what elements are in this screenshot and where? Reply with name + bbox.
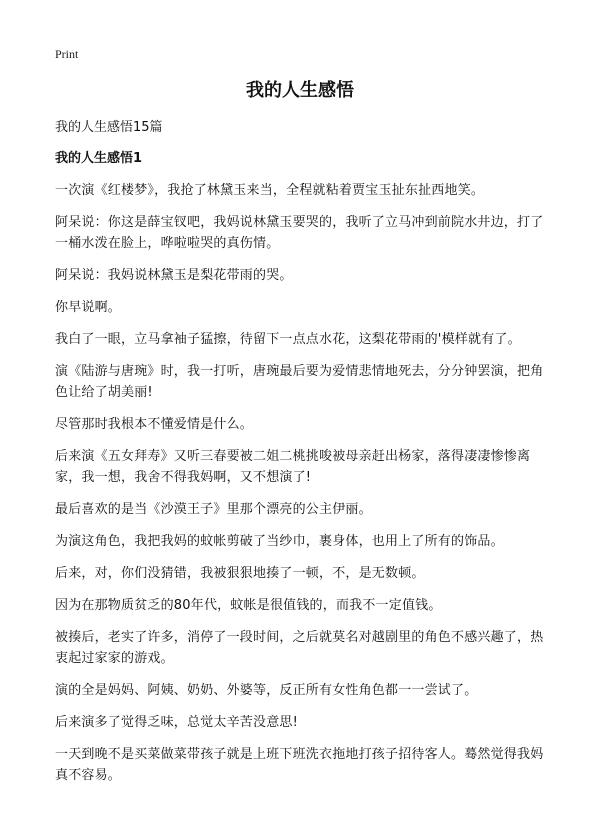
paragraph: 你早说啊。 (55, 300, 122, 315)
paragraph: 后来，对，你们没猜错，我被狠狠地揍了一顿，不，是无数顿。 (55, 566, 425, 581)
paragraph: 尽管那时我根本不懂爱情是什么。 (55, 417, 254, 432)
page-title: 我的人生感悟 (246, 80, 354, 101)
paragraph: 演的全是妈妈、阿姨、奶奶、外婆等，反正所有女性角色都一一尝试了。 (55, 683, 478, 698)
section-heading: 我的人生感悟1 (55, 151, 143, 166)
document-subtitle: 我的人生感悟15篇 (55, 120, 163, 135)
paragraph: 后来演多了觉得乏味，总觉太辛苦没意思! (55, 715, 299, 730)
paragraph: 一天到晚不是买菜做菜带孩子就是上班下班洗衣拖地打孩子招待客人。蓦然觉得我妈真不容易。 (55, 747, 544, 783)
article-body (55, 180, 555, 797)
paragraph: 阿呆说：你这是薛宝钗吧，我妈说林黛玉要哭的，我听了立马冲到前院水井边，打了一桶水泼在脸上，哗啦啦哭的真伤情。 (55, 215, 544, 251)
paragraph: 后来演《五女拜寿》又听三春要被二姐二桃挑唆被母亲赶出杨家，落得凄凄惨惨离家，我一想，我舍不得我妈啊，又不想演了! (55, 449, 531, 485)
paragraph: 我白了一眼，立马拿袖子猛擦，待留下一点点水花，这梨花带雨的'模样就有了。 (55, 332, 521, 347)
paragraph: 演《陆游与唐琬》时，我一打听，唐琬最后要为爱情悲情地死去，分分钟罢演，把角色让给了胡美丽! (55, 364, 544, 400)
print-link[interactable]: Print (55, 47, 79, 61)
paragraph: 阿呆说：我妈说林黛玉是梨花带雨的哭。 (55, 268, 293, 283)
paragraph: 因为在那物质贫乏的80年代，蚊帐是很值钱的，而我不一定值钱。 (55, 598, 442, 613)
paragraph: 一次演《红楼梦》，我抢了林黛玉来当，全程就粘着贾宝玉扯东扯西地笑。 (55, 183, 485, 198)
paragraph: 被揍后，老实了许多，消停了一段时间，之后就莫名对越剧里的角色不感兴趣了，热衷起过家家的游戏。 (55, 630, 544, 666)
paragraph: 为演这角色，我把我妈的蚊帐剪破了当纱巾，裹身体，也用上了所有的饰品。 (55, 534, 504, 549)
paragraph: 最后喜欢的是当《沙漠王子》里那个漂亮的公主伊丽。 (55, 502, 372, 517)
